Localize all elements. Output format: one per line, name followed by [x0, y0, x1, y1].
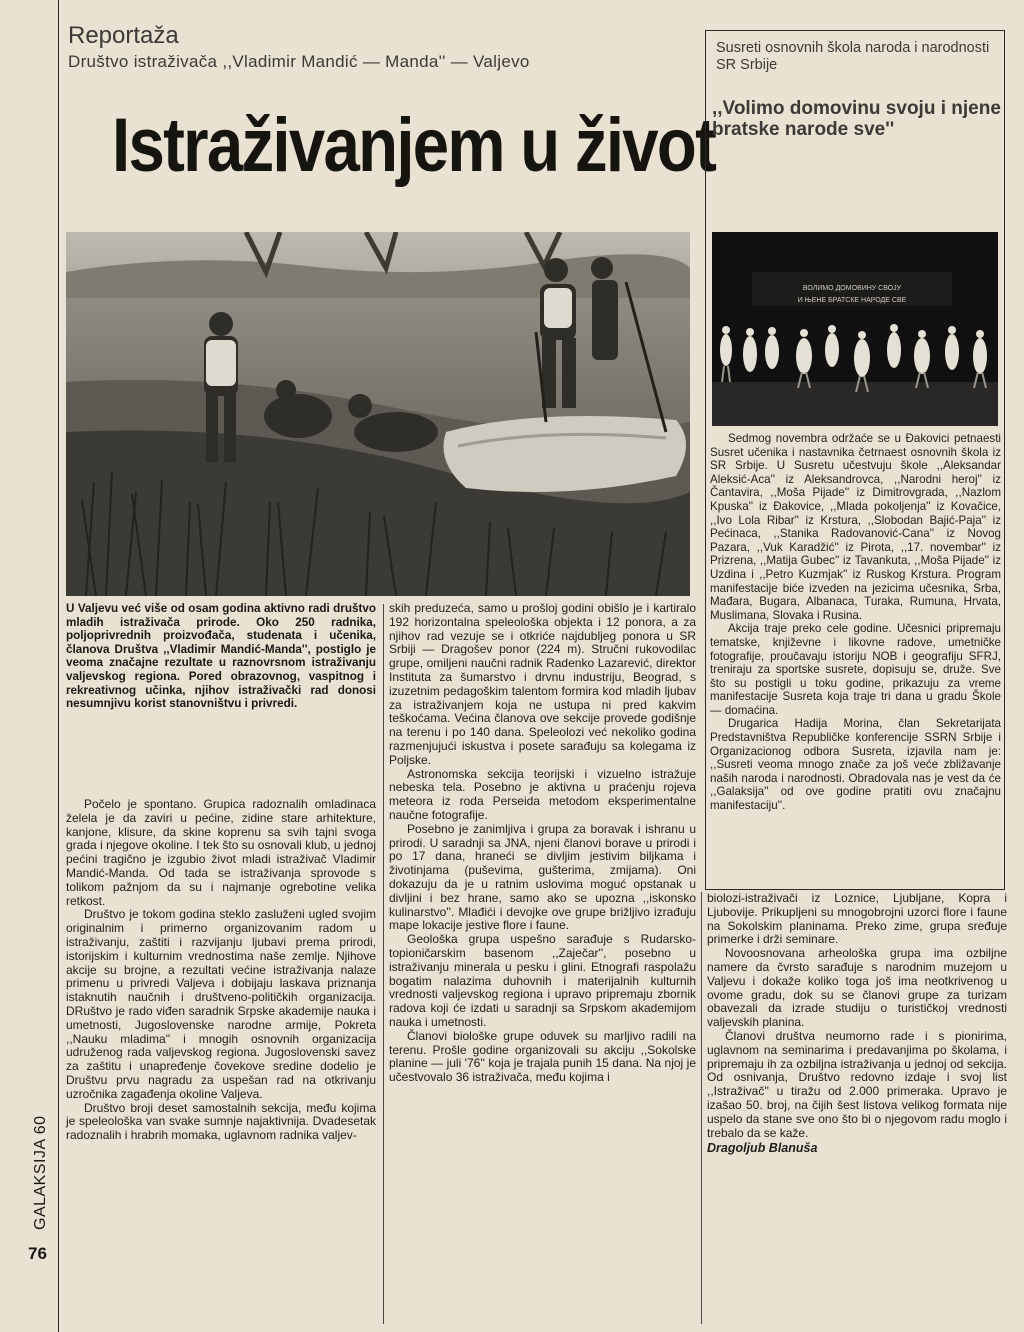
article-paragraph: Novoosnovana arheološka grupa ima ozbiljne namere da čvrsto sarađuje s narodnim muzejom u Valjevu i dokaže koliko toga još ima neotkrivenog u ovome gradu, dok su se članovi grupe za turizam obavezali da izrade studiju o turističkoj vrednosti valjevskih planina.	[707, 946, 1007, 1030]
article-paragraph: Društvo je tokom godina steklo zasluženi ugled svojim originalnim i primerno organizovanim radom u istraživanju, zaštiti i razvijanju ljubavi prema prirodi, istorijskim i kulturnim vrednostima naše zemlje. Njihove akcije su brojne, a rezultati većine istraživanja nalaze primenu u privredi Valjeva i dobijaju laskava priznanja istaknutih naučnih i društveno-političkih organizacija. DRuštvo je rado viđen saradnik Srpske akademije nauka i umetnosti, Jugoslovenske narodne armije, Pokreta ,,Nauku mladima'' i mnogih osnovnih organizacija udruženog rada valjevskog regiona. Jugoslovenski savez za zaštitu i unapređenje čovekove sredine dodelio je Društvu prvu nagradu za uspešan rad na otkrivanju uzročnika zagađenja okoline Valjeva.	[66, 907, 376, 1101]
article-subheader: Društvo istraživača ,,Vladimir Mandić — Manda'' — Valjevo	[68, 52, 530, 71]
sidebar-kicker: Susreti osnovnih škola naroda i narodnosti SR Srbije	[716, 40, 990, 73]
article-paragraph: Počelo je spontano. Grupica radoznalih omladinaca želela je da zaviri u pećine, zidine stare arhitekture, kanjone, klisure, da skine koprenu sa svih tajni svoga grada i njegove okoline. I tek što su osnovali klub, u jednoj pećini tragično je izgubio život mladi istraživač Vladimir Mandić-Manda. Od tada se istraživanja sprovode s tolikom pažnjom da su i najmanje ogrebotine velika retkost.	[66, 797, 376, 908]
photo-banner-line2: И ЊЕНЕ БРАТСКЕ НАРОДЕ СВЕ	[797, 297, 907, 304]
sidebar-photo-stage-performance	[712, 232, 998, 426]
article-paragraph: Članovi biološke grupe oduvek su marljivo radili na terenu. Prošle godine organizovali su akciju ,,Sokolske planine — juli '76'' koja je trajala punih 15 dana. Na njoj je učestvovalo 36 istraživača, među kojima i	[389, 1028, 696, 1085]
article-column-3	[707, 892, 1007, 1156]
page-number: 76	[28, 1244, 47, 1263]
article-column-1	[66, 798, 376, 1143]
article-paragraph: skih preduzeća, samo u prošloj godini obišlo je i kartiralo 192 horizontalna speleološka objekta i 12 ponora, a za njihov rad vezuje se i otkriće najdubljeg ponora u SR Srbiji — Dragošev ponor (224 m). Stručni rukovodilac grupe, omiljeni naučni radnik Radenko Lazarević, direktor Instituta za šumarstvo i drvnu industriju, Beograd, s izuzetnim pedagoškim talentom formira kod mladih ljubav za istraživanjem koja ne ustupa ni pred kakvim teškoćama. Većina članova ove sekcije provede godišnje na terenu i po 140 dana. Speleolozi već nekoliko godina razmenjujući iskustva i posete sarađuju sa kolegama iz Poljske.	[389, 601, 696, 767]
article-paragraph: Astronomska sekcija teorijski i vizuelno istražuje nebeska tela. Posebno je aktivna u praćenju rojeva meteora iz roda Perseida metodom eksperimentalne naučne fotografije.	[389, 766, 696, 822]
photo-banner-line1: ВОЛИМО ДОМОВИНУ СВОЈУ	[802, 285, 902, 292]
article-paragraph: Posebno je zanimljiva i grupa za boravak i ishranu u prirodi. U saradnji sa JNA, njeni članovi borave u prirodi i po 17 dana, hraneći se divljim jestivim biljkama i životinjama (puševima, gušterima, zmijama). Oni dokazuju da je u ratnim uslovima moguć opstanak u divljini i bez hrane, samo ako se upozna ,,iskonsko kulinarstvo''. Mlađići i devojke ove grupe brižljivo izrađuju mape lokacije jestive flore i faune.	[389, 821, 696, 933]
magazine-name: GALAKSIJA 60	[32, 1115, 49, 1230]
column-separator	[383, 604, 384, 1324]
section-label: Reportaža	[68, 22, 179, 49]
main-photo-researchers-at-lake	[66, 232, 690, 596]
sidebar-text	[710, 432, 1001, 813]
sidebar-paragraph: Akcija traje preko cele godine. Učesnici pripremaju tematske, književne i likovne radove, umetničke fotografije, proučavaju istoriju NOB i geografiju SFRJ, treniraju za sportske susrete, dopisuju se, druže. Sve što su postigli u toku godine, prikazuju za vreme manifestacije Susreta koja traje tri dana u gradu Škole — domaćina.	[710, 622, 1001, 717]
article-paragraph: Geološka grupa uspešno sarađuje s Rudarsko-topioničarskim basenom ,,Zaječar'', posebno u istraživanju minerala u pesku i glini. Etnografi raspolažu bogatim nalazima duhovnih i materijalnih kulturnih vrednosti valjevskog regiona i upravo pripremaju zbornik radova koji će izdati u saradnji sa Srpskom akademijom nauka i umetnosti.	[389, 932, 696, 1029]
sidebar-paragraph: Sedmog novembra održaće se u Đakovici petnaesti Susret učenika i nastavnika četrnaest osnovnih škola iz SR Srbije. U Susretu učestvuju škole ,,Aleksandar Aleksić-Aca'' iz Aleksandrovca, ,,Narodni heroj'' iz Čantavira, ,,Moša Pijade'' iz Dimitrovgrada, ,,Nazlom Kpuska'' iz Đakovice, ,,Mlada pokoljenja'' iz Kovačice, ,,Ivo Lola Ribar'' iz Krstura, ,,Slobodan Bajić-Paja'' iz Pećinaca, ,,Stanika Radovanović-Cana'' iz Novog Pazara, ,,Vuk Karadžić'' iz Pirota, ,,17. novembar'' iz Prizrena, ,,Matija Gubec'' iz Tavankuta, ,,Moša Pijade'' iz Uzdina i ,,Petro Kuzmjak'' iz Ruskog Krstura. Program manifestacije biće izveden na jezicima učesnika, Srba, Mađara, Bugara, Albanaca, Turaka, Rumuna, Hrvata, Muslimana, Slovaka i Rusina.	[710, 432, 1001, 622]
article-author: Dragoljub Blanuša	[707, 1141, 818, 1156]
article-lead: U Valjevu već više od osam godina aktivno radi društvo mladih istraživača prirode. Oko 250 radnika, poljoprivrednih proizvođača, studenata i učenika, članova Društva ,,Vladimir Mandić-Manda'', postiglo je veoma značajne rezultate u raznovrsnom istraživanju valjevskog regiona. Pored obrazovnog, vaspitnog i rekreativnog učinka, njihov istraživački rad donosi nesumnjivu korist stanovništvu i privredi.	[66, 602, 376, 711]
column-separator	[701, 892, 702, 1324]
article-paragraph: biolozi-istraživači iz Loznice, Ljubljane, Kopra i Ljubovije. Prikupljeni su mnogobrojni uzorci flore i faune na Sokolskim planinama. Preko zime, grupa sređuje primerke i drži seminare.	[707, 891, 1007, 947]
article-paragraph: Društvo broji deset samostalnih sekcija, među kojima je speleološka van svake sumnje najaktivnija. Dvadesetak radoznalih i hrabrih momaka, uglavnom radnika valjev-	[66, 1100, 376, 1143]
margin-rule	[58, 0, 59, 1332]
sidebar-title: ,,Volimo domovinu svoju i njene bratske narode sve''	[712, 98, 1001, 140]
article-headline: Istraživanjem u život	[112, 103, 716, 188]
article-column-2	[389, 602, 696, 1085]
article-paragraph: Članovi društva neumorno rade i s pionirima, uglavnom na seminarima i predavanjima po školama, i pripremaju ih za ozbiljna istraživanja u jednoj od sekcija. Od osnivanja, Društvo redovno izdaje i svoj list ,,Istraživač'' u tiražu od 2.000 primeraka. Upravo je izašao 50. broj, na čijih šest listova velikog formata nije uspelo da stane sve ono što bi o njegovom radu moglo i trebalo da se kaže.	[707, 1028, 1007, 1140]
sidebar-paragraph: Drugarica Hadija Morina, član Sekretarijata Predstavništva Republičke konferencije SSRN Srbije i Organizacionog odbora Susreta, izjavila nam je: ,,Susreti veoma mnogo znače za još veće zbližavanje naših naroda i narodnosti. Obradovala nas je vest da će ,,Galaksija'' od ove godine pratiti ovu značajnu manifestaciju''.	[710, 717, 1001, 813]
